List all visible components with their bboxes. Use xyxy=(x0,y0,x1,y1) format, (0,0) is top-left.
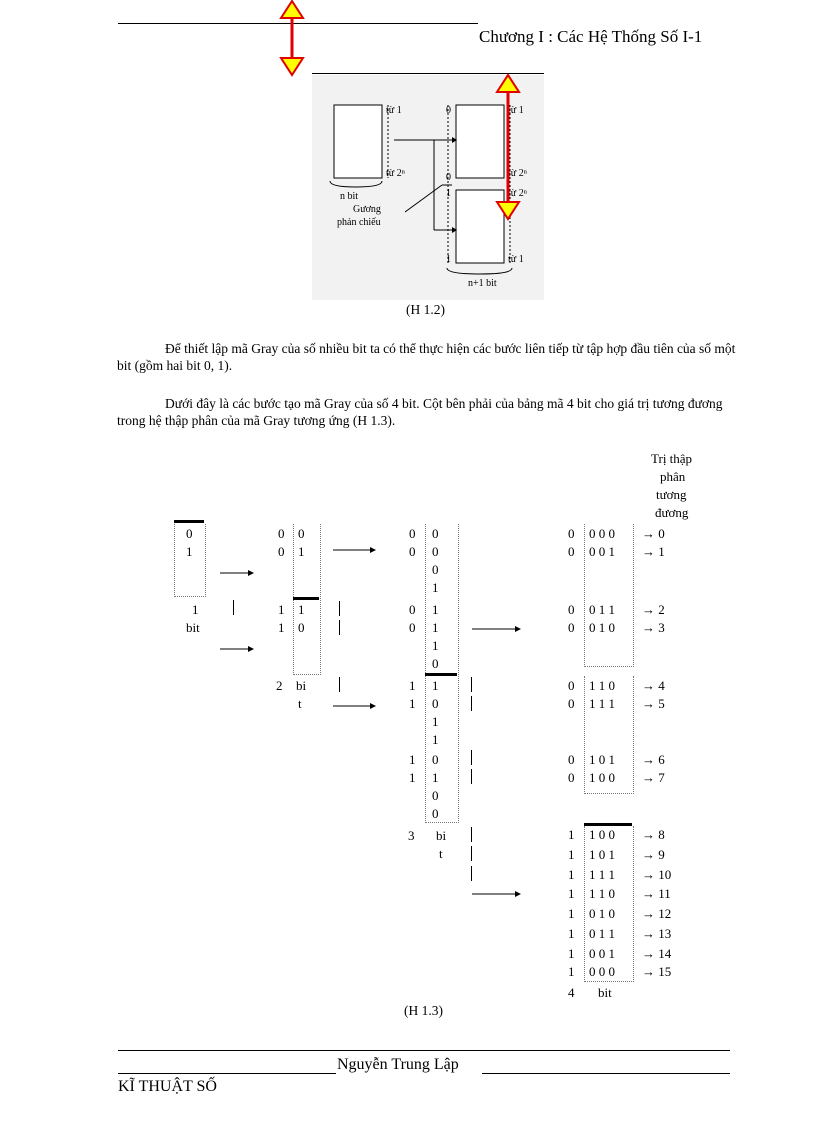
bar-1bit xyxy=(174,520,204,523)
b4-r11-rest: 1 1 0 xyxy=(589,886,615,901)
paragraph-1: Để thiết lập mã Gray của số nhiều bit ta có thể thực hiện các bước liên tiếp từ tập hợp đầu tiên của số một bit (gồm hai bit 0, 1). xyxy=(117,341,736,373)
b3-r12-b: 0 xyxy=(432,752,439,767)
b4-r12-rest: 0 1 0 xyxy=(589,906,615,921)
b2-r3-a: 1 xyxy=(278,620,285,635)
b4-r3-rest: 0 1 0 xyxy=(589,620,615,635)
b4-r7-decimal: → 7 xyxy=(642,770,665,785)
b4-r3-msb: 0 xyxy=(568,620,575,635)
footer-rule-right xyxy=(482,1073,730,1074)
b3-r14-b: 0 xyxy=(432,788,439,803)
b4-r13-msb: 1 xyxy=(568,926,575,941)
b4-r0-rest: 0 0 0 xyxy=(589,526,615,541)
b4-r15-msb: 1 xyxy=(568,964,575,979)
b3-r0-a: 0 xyxy=(409,526,416,541)
b2-r1-a: 0 xyxy=(278,544,285,559)
b3-r8-b: 1 xyxy=(432,678,439,693)
decimal-header-1: Trị thập xyxy=(651,451,693,466)
label-tu2n-c: từ 2ⁿ xyxy=(508,188,527,199)
b4-r7-msb: 0 xyxy=(568,770,575,785)
bit2-label-3: t xyxy=(298,696,302,711)
b3-r2-b: 0 xyxy=(432,562,439,577)
bit2-label-2: bi xyxy=(296,678,307,693)
resize-marker-left[interactable] xyxy=(272,0,312,80)
label-tu1-b: từ 1 xyxy=(508,105,524,116)
bit1-row-0: 0 xyxy=(186,526,193,541)
bit4-label-2: bit xyxy=(598,985,612,1000)
b4-r4-rest: 1 1 0 xyxy=(589,678,615,693)
arrows-3bit xyxy=(470,618,530,908)
b4-r1-decimal: → 1 xyxy=(642,544,665,559)
b4-r9-rest: 1 0 1 xyxy=(589,847,615,862)
footer-rule-top xyxy=(118,1040,730,1051)
b4-r10-msb: 1 xyxy=(568,867,575,882)
b3-r10-b: 1 xyxy=(432,714,439,729)
b3-r7-b: 0 xyxy=(432,656,439,671)
b4-r10-decimal: → 10 xyxy=(642,867,672,882)
figure-h13 xyxy=(0,448,816,1028)
b2-r0-a: 0 xyxy=(278,526,285,541)
b4-r5-decimal: → 5 xyxy=(642,696,665,711)
b3-r4-b: 1 xyxy=(432,602,439,617)
label-tu1-c: từ 1 xyxy=(508,254,524,265)
b3-r5-a: 0 xyxy=(409,620,416,635)
b4-r8-msb: 1 xyxy=(568,827,575,842)
b4-r13-decimal: → 13 xyxy=(642,926,672,941)
paragraph-2: Dưới đây là các bước tạo mã Gray của số 4 bit. Cột bên phải của bảng mã 4 bit cho giá trị tương đương trong hệ thập phân của mã Gray tương ứng (H 1.3). xyxy=(117,396,723,428)
b4-r14-decimal: → 14 xyxy=(642,946,672,961)
decimal-header-3: tương xyxy=(656,487,687,502)
b3-r8-a: 1 xyxy=(409,678,416,693)
b4-r2-msb: 0 xyxy=(568,602,575,617)
arrows-1bit xyxy=(218,566,258,656)
b4-r4-decimal: → 4 xyxy=(642,678,665,693)
figure-h13-caption: (H 1.3) xyxy=(404,1003,443,1018)
b4-r13-rest: 0 1 1 xyxy=(589,926,615,941)
footer-subject: KĨ THUẬT SỐ xyxy=(118,1078,217,1095)
b4-r5-rest: 1 1 1 xyxy=(589,696,615,711)
b3-r11-b: 1 xyxy=(432,732,439,747)
label-tu1: từ 1 xyxy=(386,105,402,116)
b3-r1-a: 0 xyxy=(409,544,416,559)
b3-r9-b: 0 xyxy=(432,696,439,711)
label-zero-top: 0 xyxy=(446,105,451,116)
b3-r13-b: 1 xyxy=(432,770,439,785)
b4-r14-msb: 1 xyxy=(568,946,575,961)
label-one-mid: 1 xyxy=(446,188,451,199)
bar-2bit xyxy=(293,597,319,600)
b4-r0-msb: 0 xyxy=(568,526,575,541)
b2-r1-b: 1 xyxy=(298,544,305,559)
b4-r6-rest: 1 0 1 xyxy=(589,752,615,767)
bit1-label-2: bit xyxy=(186,620,200,635)
arrows-2bit xyxy=(330,533,390,723)
b3-r9-a: 1 xyxy=(409,696,416,711)
resize-marker-figure[interactable] xyxy=(493,72,523,222)
bit3-label: 3 xyxy=(408,828,415,843)
b4-r12-msb: 1 xyxy=(568,906,575,921)
b4-r14-rest: 0 0 1 xyxy=(589,946,615,961)
footer-author: Nguyễn Trung Lập xyxy=(337,1056,459,1073)
label-mirror: Gương xyxy=(353,204,381,215)
b4-r9-decimal: → 9 xyxy=(642,847,665,862)
footer-rule-left xyxy=(118,1073,336,1074)
label-tu2n: từ 2ⁿ xyxy=(386,168,405,179)
bit2-label: 2 xyxy=(276,678,283,693)
b2-r0-b: 0 xyxy=(298,526,305,541)
figure-h12-caption: (H 1.2) xyxy=(406,302,445,317)
b4-r8-rest: 1 0 0 xyxy=(589,827,615,842)
bit4-label: 4 xyxy=(568,985,575,1000)
label-mirror-2: phản chiếu xyxy=(337,217,381,228)
b3-r13-a: 1 xyxy=(409,770,416,785)
b4-r9-msb: 1 xyxy=(568,847,575,862)
decimal-header-2: phân xyxy=(660,469,686,484)
b4-r2-rest: 0 1 1 xyxy=(589,602,615,617)
bit1-label: 1 xyxy=(192,602,199,617)
b4-r15-rest: 0 0 0 xyxy=(589,964,615,979)
b3-r5-b: 1 xyxy=(432,620,439,635)
b4-r11-decimal: → 11 xyxy=(642,886,671,901)
b3-r6-b: 1 xyxy=(432,638,439,653)
b3-r0-b: 0 xyxy=(432,526,439,541)
b3-r1-b: 0 xyxy=(432,544,439,559)
b4-r0-decimal: → 0 xyxy=(642,526,665,541)
b4-r1-rest: 0 0 1 xyxy=(589,544,615,559)
b3-r15-b: 0 xyxy=(432,806,439,821)
b4-r3-decimal: → 3 xyxy=(642,620,665,635)
decimal-header-4: đương xyxy=(655,505,689,520)
b3-r4-a: 0 xyxy=(409,602,416,617)
label-one-bottom: 1 xyxy=(446,254,451,265)
bit1-row-1: 1 xyxy=(186,544,193,559)
b4-r2-decimal: → 2 xyxy=(642,602,665,617)
b4-r11-msb: 1 xyxy=(568,886,575,901)
b4-r1-msb: 0 xyxy=(568,544,575,559)
b4-r8-decimal: → 8 xyxy=(642,827,665,842)
b3-r3-b: 1 xyxy=(432,580,439,595)
chapter-title: Chương I : Các Hệ Thống Số I-1 xyxy=(479,27,703,46)
b4-r6-msb: 0 xyxy=(568,752,575,767)
label-zero-mid: 0 xyxy=(446,172,451,183)
label-tu2n-b: từ 2ⁿ xyxy=(508,168,527,179)
bit3-label-2: bi xyxy=(436,828,447,843)
b2-r3-b: 0 xyxy=(298,620,305,635)
b2-r2-b: 1 xyxy=(298,602,305,617)
b4-r4-msb: 0 xyxy=(568,678,575,693)
label-n-bit: n bit xyxy=(340,191,359,202)
bit3-label-3: t xyxy=(439,846,443,861)
b4-r15-decimal: → 15 xyxy=(642,964,672,979)
b2-r2-a: 1 xyxy=(278,602,285,617)
b4-r7-rest: 1 0 0 xyxy=(589,770,615,785)
b4-r5-msb: 0 xyxy=(568,696,575,711)
footer-author-line xyxy=(118,1056,730,1076)
b4-r6-decimal: → 6 xyxy=(642,752,665,767)
b4-r10-rest: 1 1 1 xyxy=(589,867,615,882)
label-n1-bit: n+1 bit xyxy=(468,278,497,289)
bar-3bit xyxy=(425,673,457,676)
b3-r12-a: 1 xyxy=(409,752,416,767)
b4-r12-decimal: → 12 xyxy=(642,906,672,921)
